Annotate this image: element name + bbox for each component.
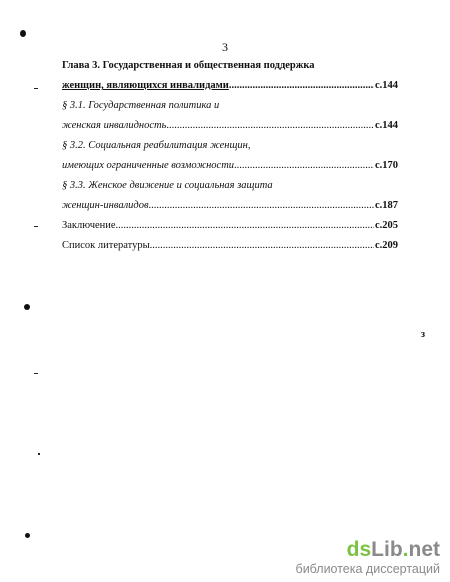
- toc-conclusion-entry: [62, 216, 398, 236]
- toc-bibliography-entry: [62, 236, 398, 256]
- dot-leader: [149, 196, 374, 216]
- scan-speck: [34, 226, 38, 227]
- toc-section-title: § 3.2. Социальная реабилитация женщин,: [62, 140, 251, 151]
- toc-section-entry: [62, 116, 398, 136]
- toc-page-ref: с.187: [374, 200, 398, 211]
- toc-section-entry: [62, 196, 398, 216]
- toc-section-title: § 3.3. Женское движение и социальная защита: [62, 180, 273, 191]
- dot-leader: [116, 216, 374, 236]
- toc-page-ref: с.209: [374, 240, 398, 251]
- toc-section-title-cont: женщин-инвалидов: [62, 200, 149, 211]
- dot-leader: [234, 156, 374, 176]
- toc-page-ref: с.144: [374, 120, 398, 131]
- toc-section-entry: [62, 156, 398, 176]
- binder-hole-mark: [20, 30, 26, 37]
- dot-leader: [150, 236, 374, 256]
- dslib-logo: dsLib.net: [346, 538, 440, 561]
- scan-speck: [34, 373, 38, 374]
- toc-section-title-cont: имеющих ограниченные возможности: [62, 160, 235, 171]
- dslib-subtitle: библиотека диссертаций: [295, 562, 440, 576]
- table-of-contents: [62, 56, 398, 256]
- scan-speck: [38, 453, 40, 455]
- toc-chapter-entry: [62, 76, 398, 96]
- binder-hole-mark: [25, 533, 30, 538]
- toc-page-ref: с.205: [374, 220, 398, 231]
- toc-section-title-cont: женская инвалидность: [62, 120, 167, 131]
- dot-leader: [229, 76, 374, 96]
- toc-page-ref: с.170: [374, 160, 398, 171]
- dslib-watermark[interactable]: [296, 539, 440, 576]
- toc-conclusion-title: Заключение: [62, 220, 116, 231]
- scan-speck: [34, 88, 38, 89]
- toc-chapter-title-cont: женщин, являющихся инвалидами: [62, 80, 229, 91]
- toc-chapter-title: Глава 3. Государственная и общественная поддержка: [62, 60, 315, 71]
- dot-leader: [166, 116, 374, 136]
- margin-mark: з: [421, 329, 426, 340]
- toc-page-ref: с.144: [374, 80, 398, 91]
- toc-section-title: § 3.1. Государственная политика и: [62, 100, 220, 111]
- binder-hole-mark: [24, 304, 30, 310]
- toc-bibliography-title: Список литературы: [62, 240, 150, 251]
- page-number: 3: [222, 40, 228, 54]
